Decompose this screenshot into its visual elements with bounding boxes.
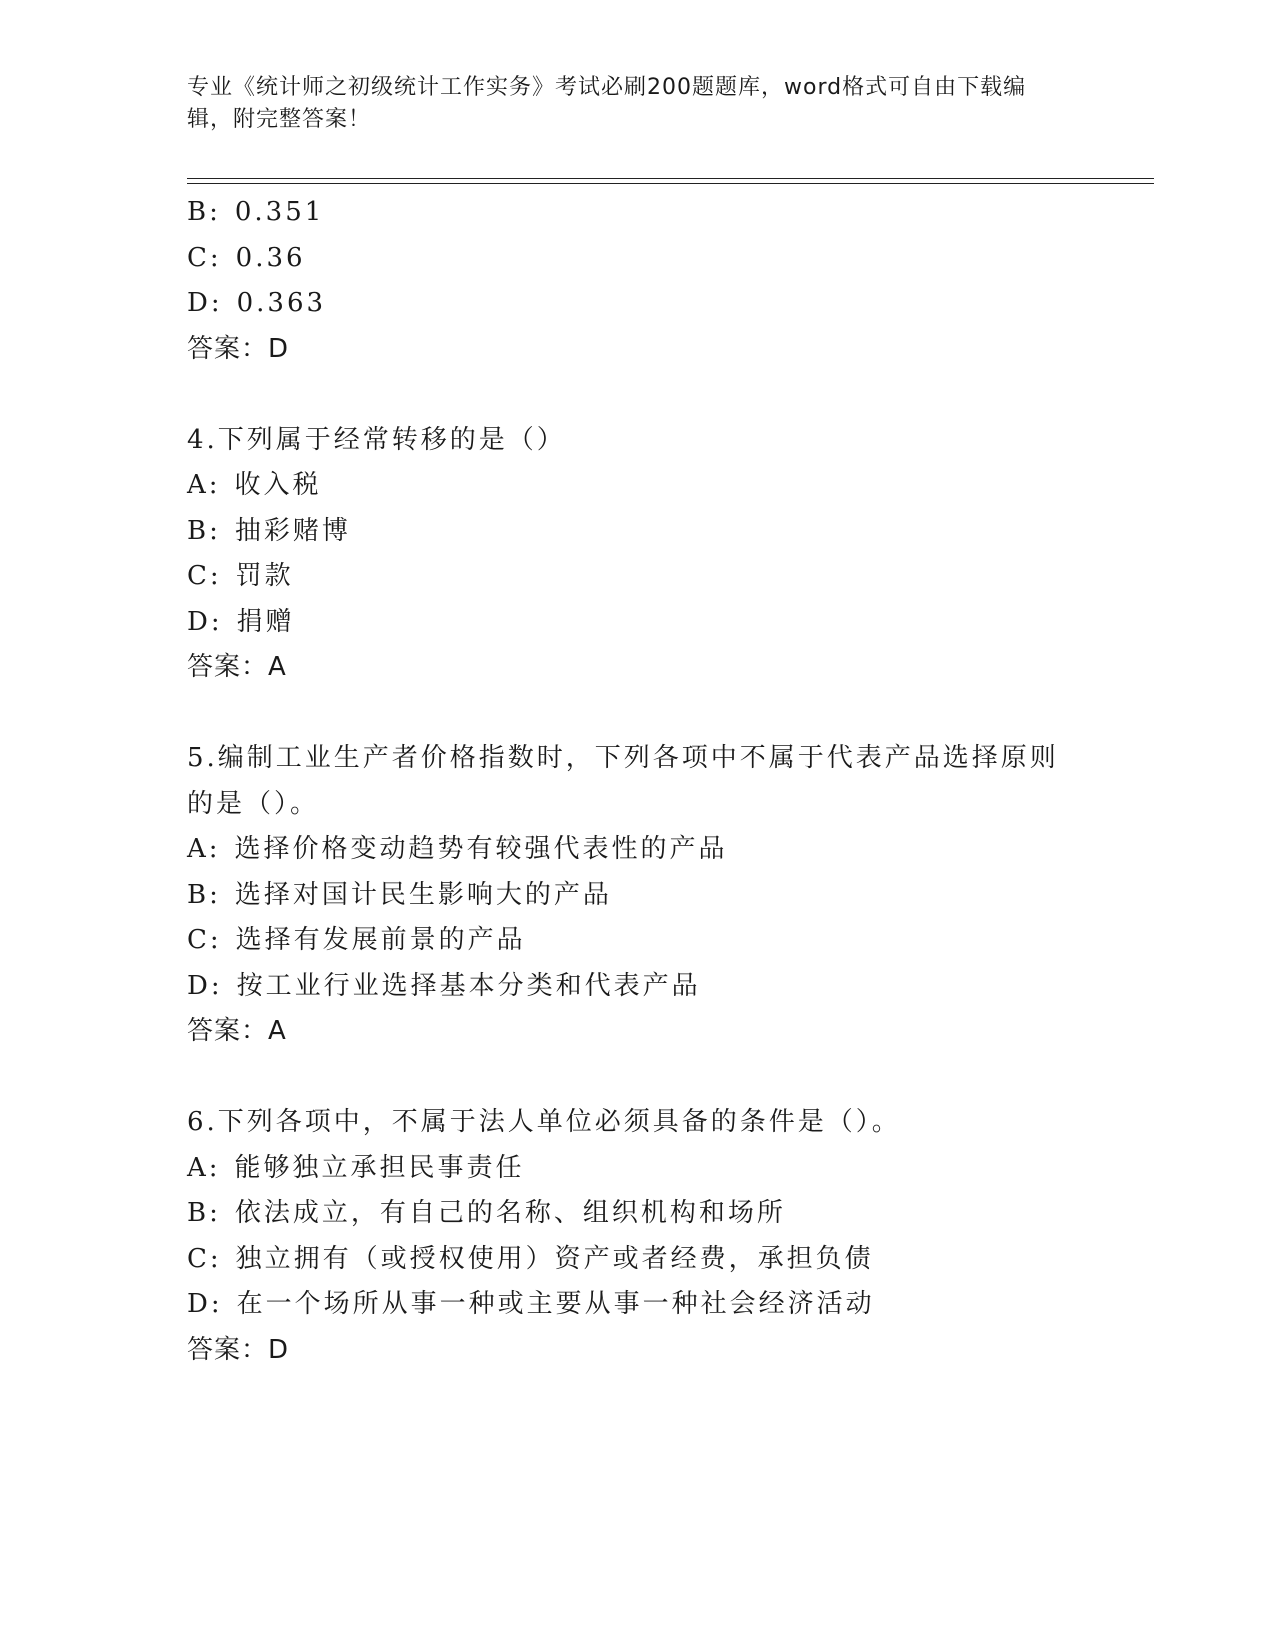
option-c	[187, 236, 1087, 282]
question-6	[187, 1100, 1087, 1373]
option-c	[187, 554, 1087, 600]
question-text: 4.下列属于经常转移的是（）	[187, 424, 566, 455]
option-d	[187, 964, 1087, 1010]
option-d	[187, 1282, 1087, 1328]
option-text: 独立拥有（或授权使用）资产或者经费，承担负债	[235, 1243, 874, 1274]
option-label: D:	[187, 1289, 223, 1319]
option-label: B:	[187, 515, 221, 546]
question-list	[187, 190, 1087, 1373]
option-a	[187, 827, 1087, 873]
header-rule-bottom	[187, 183, 1154, 184]
option-label: B:	[187, 197, 221, 227]
option-text: 罚款	[235, 561, 294, 591]
option-text: 抽彩赌博	[234, 515, 351, 546]
option-label: A:	[187, 1152, 221, 1183]
option-c	[187, 918, 1087, 964]
spacer	[187, 1055, 1087, 1101]
option-label: A:	[187, 834, 221, 864]
answer-line: 答案：A	[187, 652, 287, 682]
option-text: 0.363	[236, 288, 327, 318]
option-text: 在一个场所从事一种或主要从事一种社会经济活动	[236, 1289, 875, 1319]
answer-line: 答案：A	[187, 1016, 287, 1046]
option-label: A:	[187, 470, 221, 500]
option-b	[187, 509, 1087, 555]
question-4	[187, 418, 1087, 691]
option-text: 0.351	[234, 197, 325, 227]
question-text: 6.下列各项中，不属于法人单位必须具备的条件是（）。	[187, 1107, 901, 1137]
option-c	[187, 1237, 1087, 1283]
option-text: 能够独立承担民事责任	[234, 1152, 525, 1183]
option-text: 0.36	[235, 242, 306, 273]
option-label: C:	[187, 561, 222, 591]
option-label: C:	[187, 925, 222, 955]
question-text-line-1: 5.编制工业生产者价格指数时，下列各项中不属于代表产品选择原则	[187, 743, 1059, 773]
question-3-tail	[187, 190, 1087, 372]
option-a	[187, 463, 1087, 509]
option-d	[187, 600, 1087, 646]
option-text: 依法成立，有自己的名称、组织机构和场所	[234, 1198, 786, 1228]
spacer	[187, 372, 1087, 418]
option-label: B:	[187, 1198, 221, 1228]
option-a	[187, 1146, 1087, 1192]
option-text: 选择价格变动趋势有较强代表性的产品	[234, 834, 728, 864]
option-label: C:	[187, 1243, 222, 1274]
option-label: B:	[187, 879, 221, 910]
option-text: 选择有发展前景的产品	[235, 925, 526, 955]
option-text: 捐赠	[236, 606, 295, 637]
option-text: 按工业行业选择基本分类和代表产品	[236, 970, 701, 1001]
option-text: 收入税	[234, 470, 322, 500]
question-5	[187, 736, 1087, 1055]
option-d	[187, 281, 1087, 327]
header-rule-top	[187, 178, 1154, 179]
document-header: 专业《统计师之初级统计工作实务》考试必刷200题题库，word格式可自由下载编辑，附完整答案！	[187, 75, 1027, 132]
option-b	[187, 1191, 1087, 1237]
question-text-line-2: 的是（）。	[187, 788, 320, 819]
spacer	[187, 691, 1087, 737]
option-label: D:	[187, 288, 223, 318]
option-b	[187, 873, 1087, 919]
answer-line: 答案：D	[187, 333, 290, 364]
option-label: C:	[187, 242, 222, 273]
option-text: 选择对国计民生影响大的产品	[234, 879, 612, 910]
answer-line: 答案：D	[187, 1334, 290, 1365]
option-label: D:	[187, 970, 223, 1001]
option-b	[187, 190, 1087, 236]
option-label: D:	[187, 606, 223, 637]
